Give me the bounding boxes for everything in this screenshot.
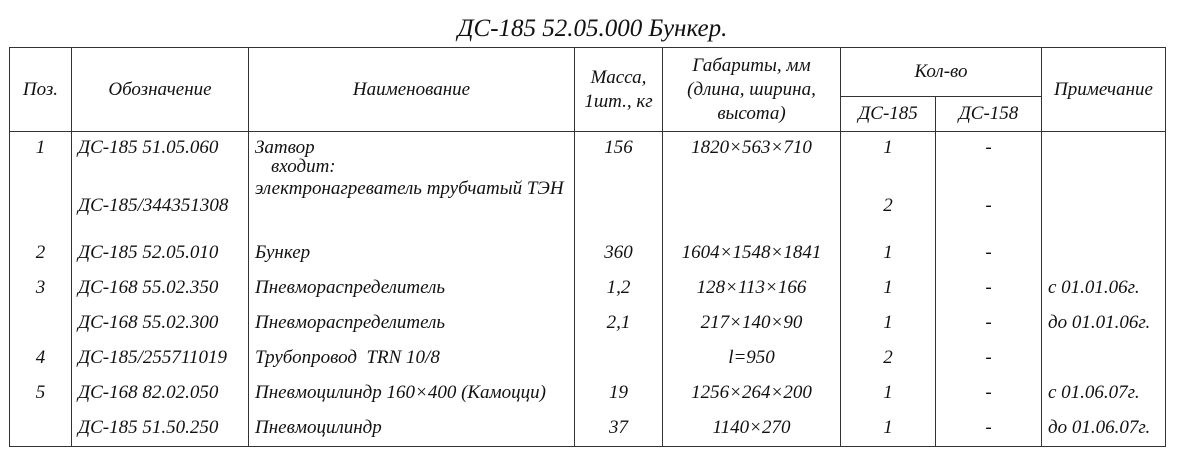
cell-qty-ds158: - bbox=[936, 346, 1042, 381]
cell-name bbox=[249, 156, 575, 241]
cell-pos: 2 bbox=[10, 241, 72, 276]
cell-designation: ДС-168 82.02.050 bbox=[72, 381, 249, 416]
cell-mass: 37 bbox=[575, 416, 663, 447]
cell-designation: ДС-168 55.02.350 bbox=[72, 276, 249, 311]
cell-mass bbox=[575, 346, 663, 381]
cell-qty-ds158: - bbox=[936, 311, 1042, 346]
cell-qty-ds185: 2 bbox=[841, 346, 936, 381]
cell-name: Пневмораспределитель bbox=[249, 276, 575, 311]
cell-designation: ДС-185 52.05.010 bbox=[72, 241, 249, 276]
cell-dimensions: l=950 bbox=[663, 346, 841, 381]
cell-pos bbox=[10, 311, 72, 346]
cell-note bbox=[1042, 241, 1166, 276]
cell-note: до 01.01.06г. bbox=[1042, 311, 1166, 346]
cell-note: с 01.01.06г. bbox=[1042, 276, 1166, 311]
cell-dimensions: 1604×1548×1841 bbox=[663, 241, 841, 276]
cell-dimensions bbox=[663, 171, 841, 241]
cell-mass: 360 bbox=[575, 241, 663, 276]
cell-dimensions: 1256×264×200 bbox=[663, 381, 841, 416]
cell-qty-ds158: - bbox=[936, 132, 1042, 172]
cell-pos: 5 bbox=[10, 381, 72, 416]
table-row bbox=[10, 311, 1166, 346]
header-pos: Поз. bbox=[10, 48, 72, 132]
cell-qty-ds158: - bbox=[936, 241, 1042, 276]
cell-qty-ds185: 1 bbox=[841, 241, 936, 276]
cell-qty-ds185: 1 bbox=[841, 276, 936, 311]
table-row bbox=[10, 241, 1166, 276]
header-quantity: Кол-во bbox=[841, 48, 1042, 97]
cell-designation: ДС-168 55.02.300 bbox=[72, 311, 249, 346]
header-qty-ds158: ДС-158 bbox=[936, 97, 1042, 132]
cell-note bbox=[1042, 132, 1166, 172]
cell-name: Пневмоцилиндр bbox=[249, 416, 575, 447]
cell-note: до 01.06.07г. bbox=[1042, 416, 1166, 447]
cell-qty-ds185: 1 bbox=[841, 132, 936, 172]
cell-mass: 19 bbox=[575, 381, 663, 416]
cell-mass bbox=[575, 171, 663, 241]
cell-qty-ds185: 1 bbox=[841, 311, 936, 346]
cell-name: Бункер bbox=[249, 241, 575, 276]
cell-name: Трубопровод TRN 10/8 bbox=[249, 346, 575, 381]
name-prefix: входит: bbox=[271, 156, 336, 177]
cell-mass: 156 bbox=[575, 132, 663, 172]
cell-pos: 3 bbox=[10, 276, 72, 311]
header-designation: Обозначение bbox=[72, 48, 249, 132]
document-title: ДС-185 52.05.000 Бункер. bbox=[457, 15, 728, 42]
table-row bbox=[10, 346, 1166, 381]
table-row bbox=[10, 132, 1166, 172]
cell-designation: ДС-185 51.50.250 bbox=[72, 416, 249, 447]
cell-pos: 4 bbox=[10, 346, 72, 381]
cell-qty-ds158: - bbox=[936, 416, 1042, 447]
cell-qty-ds158: - bbox=[936, 381, 1042, 416]
cell-qty-ds158: - bbox=[936, 171, 1042, 241]
cell-pos: 1 bbox=[10, 132, 72, 172]
cell-mass: 1,2 bbox=[575, 276, 663, 311]
header-name: Наименование bbox=[249, 48, 575, 132]
cell-note bbox=[1042, 171, 1166, 241]
cell-note: с 01.06.07г. bbox=[1042, 381, 1166, 416]
header-dimensions: Габариты, мм (длина, ширина, высота) bbox=[663, 48, 841, 132]
header-qty-ds185: ДС-185 bbox=[841, 97, 936, 132]
table-row bbox=[10, 416, 1166, 447]
table-row bbox=[10, 171, 1166, 241]
name-text: электронагреватель трубчатый ТЭН bbox=[255, 178, 564, 199]
cell-qty-ds158: - bbox=[936, 276, 1042, 311]
cell-pos bbox=[10, 171, 72, 241]
cell-name: Пневмоцилиндр 160×400 (Камоцци) bbox=[249, 381, 575, 416]
cell-designation: ДС-185/255711019 bbox=[72, 346, 249, 381]
cell-dimensions: 217×140×90 bbox=[663, 311, 841, 346]
spec-table bbox=[9, 47, 1166, 447]
cell-qty-ds185: 1 bbox=[841, 416, 936, 447]
cell-note bbox=[1042, 346, 1166, 381]
cell-name: Пневмораспределитель bbox=[249, 311, 575, 346]
cell-mass: 2,1 bbox=[575, 311, 663, 346]
cell-dimensions: 128×113×166 bbox=[663, 276, 841, 311]
table-row bbox=[10, 381, 1166, 416]
cell-qty-ds185: 2 bbox=[841, 171, 936, 241]
cell-dimensions: 1820×563×710 bbox=[663, 132, 841, 172]
table-row bbox=[10, 276, 1166, 311]
cell-qty-ds185: 1 bbox=[841, 381, 936, 416]
cell-pos bbox=[10, 416, 72, 447]
cell-designation: ДС-185 51.05.060 bbox=[72, 132, 249, 172]
header-note: Примечание bbox=[1042, 48, 1166, 132]
cell-dimensions: 1140×270 bbox=[663, 416, 841, 447]
cell-designation: ДС-185/344351308 bbox=[72, 171, 249, 241]
cell-name: Затвор bbox=[249, 132, 575, 172]
header-mass: Масса, 1шт., кг bbox=[575, 48, 663, 132]
